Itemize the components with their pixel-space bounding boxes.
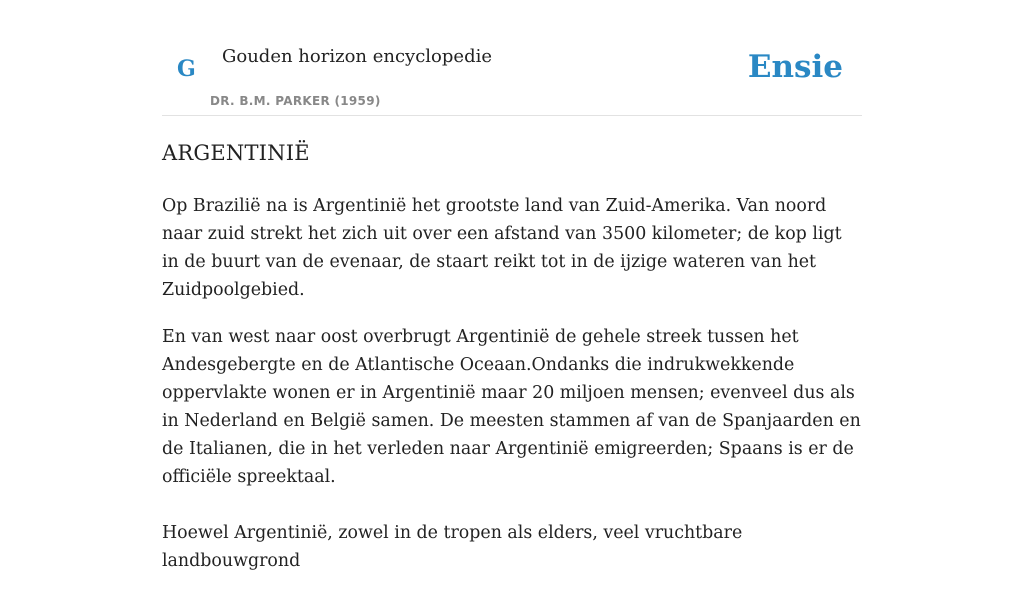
- paragraph: En van west naar oost overbrugt Argentinië de gehele streek tussen het Andesgebergte en de Atlantische Oceaan.Ondanks die indrukwekkende oppervlakte wonen er in Argentinië maar 20 miljoen mensen; evenveel dus als in Nederland en België samen. De meesten stammen af van de Spanjaarden en de Italianen, die in het verleden naar Argentinië emigreerden; Spaans is er de officiële spreektaal.: [162, 327, 861, 487]
- header: [162, 0, 862, 116]
- entry-body: [162, 192, 862, 594]
- paragraph: Hoewel Argentinië, zowel in de tropen als elders, veel vruchtbare landbouwgrond: [162, 523, 743, 571]
- book-logo-icon[interactable]: G: [177, 56, 196, 82]
- book-author: DR. B.M. PARKER (1959): [210, 94, 381, 108]
- page: [162, 0, 862, 571]
- entry-title: ARGENTINIË: [162, 141, 310, 165]
- paragraph: Op Brazilië na is Argentinië het grootste land van Zuid-Amerika. Van noord naar zuid strekt het zich uit over een afstand van 3500 kilometer; de kop ligt in de buurt van de evenaar, de staart reikt tot in de ijzige wateren van het Zuidpoolgebied.: [162, 196, 842, 300]
- book-title[interactable]: Gouden horizon encyclopedie: [222, 46, 492, 67]
- brand-logo[interactable]: Ensie: [747, 49, 843, 85]
